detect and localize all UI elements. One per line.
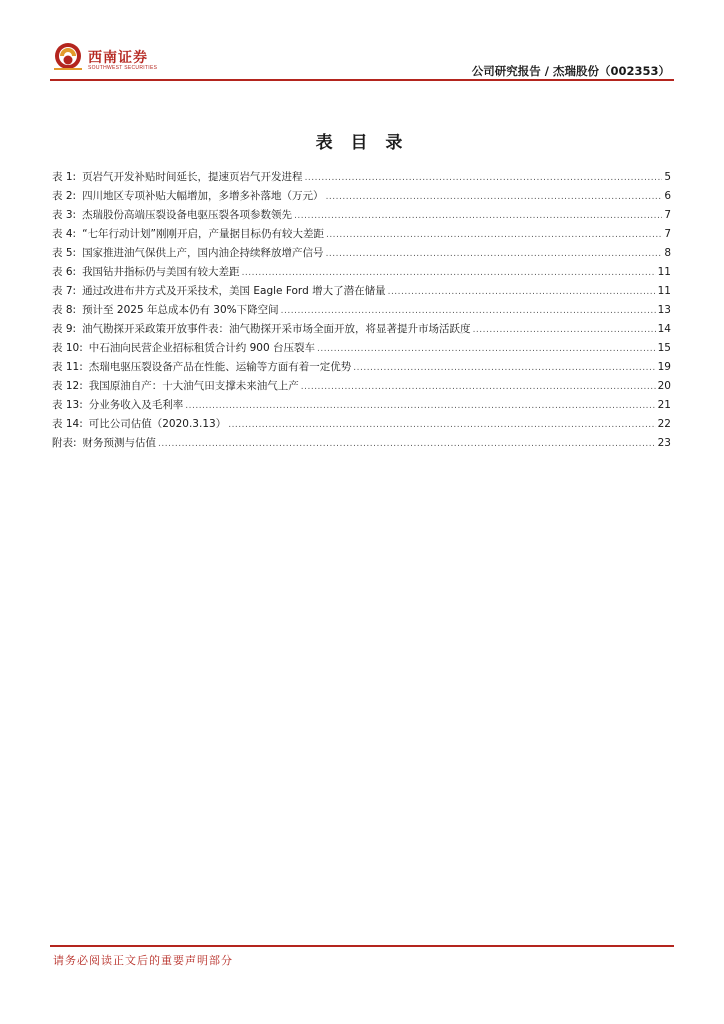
toc-entry[interactable] <box>52 378 671 397</box>
toc-dot-leader <box>473 325 656 335</box>
toc-entry-text[interactable]: 杰瑞电驱压裂设备产品在性能、运输等方面有着一定优势 <box>88 361 352 373</box>
toc-dot-leader <box>326 230 662 240</box>
toc-dot-leader <box>317 344 656 354</box>
toc-dot-leader <box>281 306 656 316</box>
toc-dot-leader <box>185 401 655 411</box>
toc-dot-leader <box>228 420 655 430</box>
toc-entry-page[interactable]: 11 <box>657 285 671 297</box>
toc-dot-leader <box>353 363 655 373</box>
toc-entry[interactable] <box>52 226 671 245</box>
toc-entry[interactable] <box>52 321 671 340</box>
footer-disclaimer: 请务必阅读正文后的重要声明部分 <box>53 954 233 967</box>
toc-entry-page[interactable]: 20 <box>657 380 671 392</box>
toc-entry-page[interactable]: 5 <box>664 171 671 183</box>
toc-entry-text[interactable]: “七年行动计划”刚刚开启，产量据目标仍有较大差距 <box>82 228 324 240</box>
toc-entry[interactable] <box>52 302 671 321</box>
toc-entry-text[interactable]: 预计至 2025 年总成本仍有 30%下降空间 <box>82 304 279 316</box>
toc-entry-text[interactable]: 我国钻井指标仍与美国有较大差距 <box>82 266 240 278</box>
toc-entry-page[interactable]: 13 <box>657 304 671 316</box>
toc-entry-page[interactable]: 22 <box>657 418 671 430</box>
toc-entry-label: 表 8: <box>52 304 77 316</box>
toc-dot-leader <box>388 287 656 297</box>
logo-subtext: SOUTHWEST SECURITIES <box>88 65 158 71</box>
toc-entry-label: 表 5: <box>52 247 77 259</box>
footer-divider <box>50 945 674 947</box>
toc-entry[interactable] <box>52 207 671 226</box>
toc-entry-page[interactable]: 23 <box>657 437 671 449</box>
toc-dot-leader <box>326 249 663 259</box>
toc-entry[interactable] <box>52 188 671 207</box>
toc-entry-text[interactable]: 分业务收入及毛利率 <box>88 399 184 411</box>
toc-entry[interactable] <box>52 416 671 435</box>
toc-dot-leader <box>301 382 656 392</box>
toc-entry-label: 表 1: <box>52 171 77 183</box>
toc-entry-page[interactable]: 7 <box>664 209 671 221</box>
toc-entry[interactable] <box>52 359 671 378</box>
toc-entry-text[interactable]: 可比公司估值（2020.3.13） <box>88 418 227 430</box>
toc-entry-label: 表 12: <box>52 380 83 392</box>
toc-entry-label: 附表: <box>52 437 77 449</box>
toc-entry-page[interactable]: 8 <box>664 247 671 259</box>
toc-entry-label: 表 13: <box>52 399 83 411</box>
toc-entry-text[interactable]: 国家推进油气保供上产，国内油企持续释放增产信号 <box>82 247 324 259</box>
page-header <box>0 0 724 82</box>
toc-entry-text[interactable]: 我国原油自产：十大油气田支撑未来油气上产 <box>88 380 299 392</box>
toc-entry[interactable] <box>52 245 671 264</box>
toc-entry-label: 表 14: <box>52 418 83 430</box>
toc-entry-label: 表 4: <box>52 228 77 240</box>
toc-entry[interactable] <box>52 169 671 188</box>
toc-entry-text[interactable]: 中石油向民营企业招标租赁合计约 900 台压裂车 <box>88 342 315 354</box>
toc-entry[interactable] <box>52 283 671 302</box>
table-of-tables <box>52 169 671 454</box>
toc-entry-page[interactable]: 21 <box>657 399 671 411</box>
toc-entry-text[interactable]: 财务预测与估值 <box>82 437 157 449</box>
toc-title: 表 目 录 <box>315 133 409 153</box>
toc-entry-text[interactable]: 页岩气开发补贴时间延长，提速页岩气开发进程 <box>82 171 303 183</box>
toc-entry-text[interactable]: 通过改进布井方式及开采技术，美国 Eagle Ford 增大了潜在储量 <box>82 285 386 297</box>
toc-dot-leader <box>242 268 656 278</box>
toc-entry-text[interactable]: 油气勘探开采政策开放事件表：油气勘探开采市场全面开放，将显著提升市场活跃度 <box>82 323 471 335</box>
toc-dot-leader <box>305 173 663 183</box>
toc-entry-text[interactable]: 四川地区专项补贴大幅增加，多增多补落地（万元） <box>82 190 324 202</box>
toc-entry-page[interactable]: 6 <box>664 190 671 202</box>
toc-entry[interactable] <box>52 397 671 416</box>
toc-entry[interactable] <box>52 264 671 283</box>
logo-text: 西南证券 <box>88 50 148 66</box>
toc-dot-leader <box>158 439 656 449</box>
toc-entry-label: 表 9: <box>52 323 77 335</box>
toc-entry-page[interactable]: 7 <box>664 228 671 240</box>
toc-entry[interactable] <box>52 435 671 454</box>
toc-dot-leader <box>326 192 663 202</box>
toc-entry-page[interactable]: 19 <box>657 361 671 373</box>
report-title: 公司研究报告 / 杰瑞股份（002353） <box>471 64 670 78</box>
toc-entry-page[interactable]: 11 <box>657 266 671 278</box>
toc-entry-label: 表 6: <box>52 266 77 278</box>
toc-entry-label: 表 11: <box>52 361 83 373</box>
toc-entry-text[interactable]: 杰瑞股份高端压裂设备电驱压裂各项参数领先 <box>82 209 293 221</box>
toc-entry-label: 表 2: <box>52 190 77 202</box>
toc-dot-leader <box>294 211 662 221</box>
toc-entry[interactable] <box>52 340 671 359</box>
toc-entry-page[interactable]: 14 <box>657 323 671 335</box>
toc-entry-page[interactable]: 15 <box>657 342 671 354</box>
toc-entry-label: 表 7: <box>52 285 77 297</box>
toc-entry-label: 表 3: <box>52 209 77 221</box>
toc-entry-label: 表 10: <box>52 342 83 354</box>
header-divider <box>50 79 674 81</box>
